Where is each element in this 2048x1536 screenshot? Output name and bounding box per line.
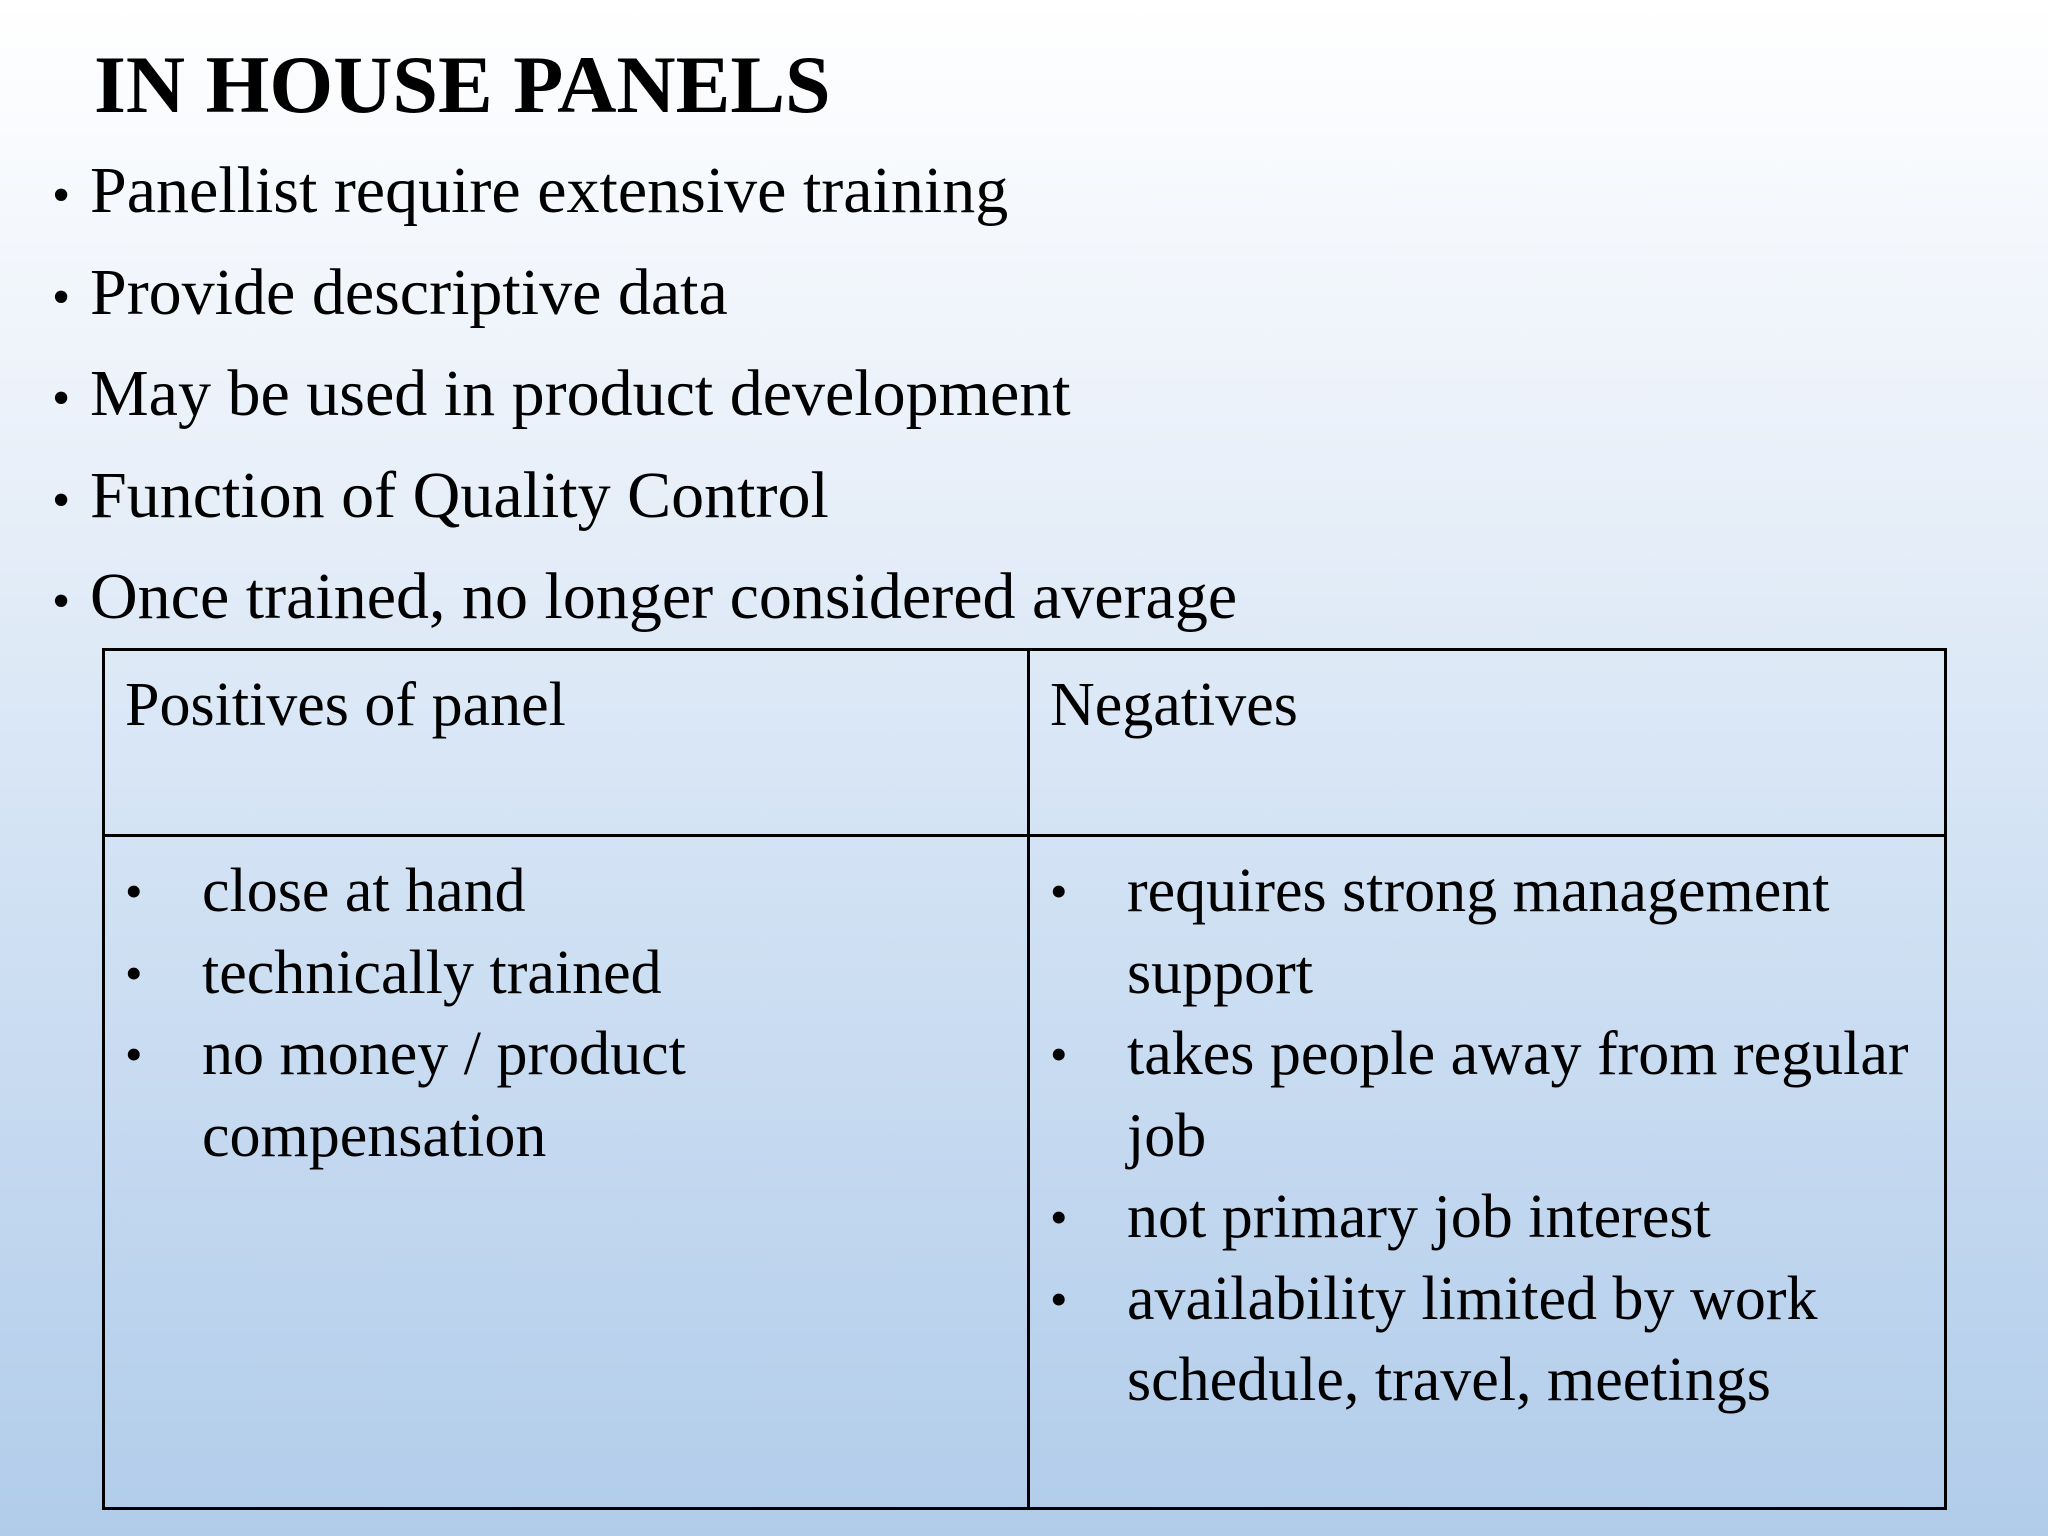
- list-item-text: availability limited by work schedule, travel, meetings: [1127, 1264, 1818, 1414]
- bullet-dot-icon: •: [1050, 1189, 1068, 1245]
- slide-title: IN HOUSE PANELS: [94, 39, 831, 130]
- bullet-dot-icon: •: [52, 471, 71, 529]
- header-cell-negatives: [1029, 650, 1946, 836]
- list-item: [1050, 851, 1924, 1014]
- list-item: [1050, 1259, 1924, 1422]
- bullet-item: [52, 143, 1237, 245]
- list-item-text: no money / product compensation: [202, 1020, 686, 1170]
- header-positives: Positives of panel: [125, 671, 566, 739]
- negatives-cell: [1029, 836, 1946, 1509]
- bullet-dot-icon: •: [1050, 1270, 1068, 1327]
- positives-cell: [104, 836, 1029, 1509]
- list-item-text: technically trained: [202, 938, 662, 1007]
- bullet-text: Once trained, no longer considered average: [90, 560, 1238, 633]
- bullet-dot-icon: •: [125, 1026, 143, 1082]
- bullet-item: [52, 448, 1237, 550]
- bullet-list: [52, 143, 1237, 651]
- table-header-row: [104, 650, 1946, 836]
- list-item-text: requires strong management support: [1127, 857, 1830, 1007]
- bullet-text: Panellist require extensive training: [90, 154, 1009, 227]
- bullet-text: May be used in product development: [90, 357, 1071, 430]
- bullet-dot-icon: •: [125, 944, 143, 1001]
- bullet-dot-icon: •: [1050, 1026, 1068, 1082]
- header-negatives: Negatives: [1050, 671, 1298, 739]
- list-item: [125, 851, 1007, 933]
- table-body-row: [104, 836, 1946, 1509]
- negatives-list: [1030, 837, 1944, 1422]
- bullet-dot-icon: •: [52, 167, 71, 224]
- bullet-item: [52, 549, 1237, 651]
- bullet-item: [52, 346, 1237, 448]
- list-item: [125, 1014, 1007, 1177]
- list-item: [125, 933, 1007, 1015]
- bullet-text: Provide descriptive data: [90, 255, 728, 329]
- positives-negatives-table: [102, 648, 1947, 1510]
- bullet-dot-icon: •: [125, 863, 143, 919]
- bullet-dot-icon: •: [52, 370, 71, 427]
- positives-list: [105, 837, 1027, 1177]
- bullet-dot-icon: •: [1050, 863, 1068, 919]
- bullet-text: Function of Quality Control: [90, 458, 829, 532]
- list-item: [1050, 1177, 1924, 1259]
- list-item-text: takes people away from regular job: [1127, 1020, 1909, 1170]
- list-item-text: close at hand: [202, 857, 526, 925]
- bullet-item: [52, 245, 1237, 347]
- list-item: [1050, 1014, 1924, 1177]
- bullet-dot-icon: •: [52, 268, 71, 326]
- header-cell-positives: [104, 650, 1029, 836]
- bullet-dot-icon: •: [52, 573, 71, 630]
- list-item-text: not primary job interest: [1127, 1183, 1711, 1251]
